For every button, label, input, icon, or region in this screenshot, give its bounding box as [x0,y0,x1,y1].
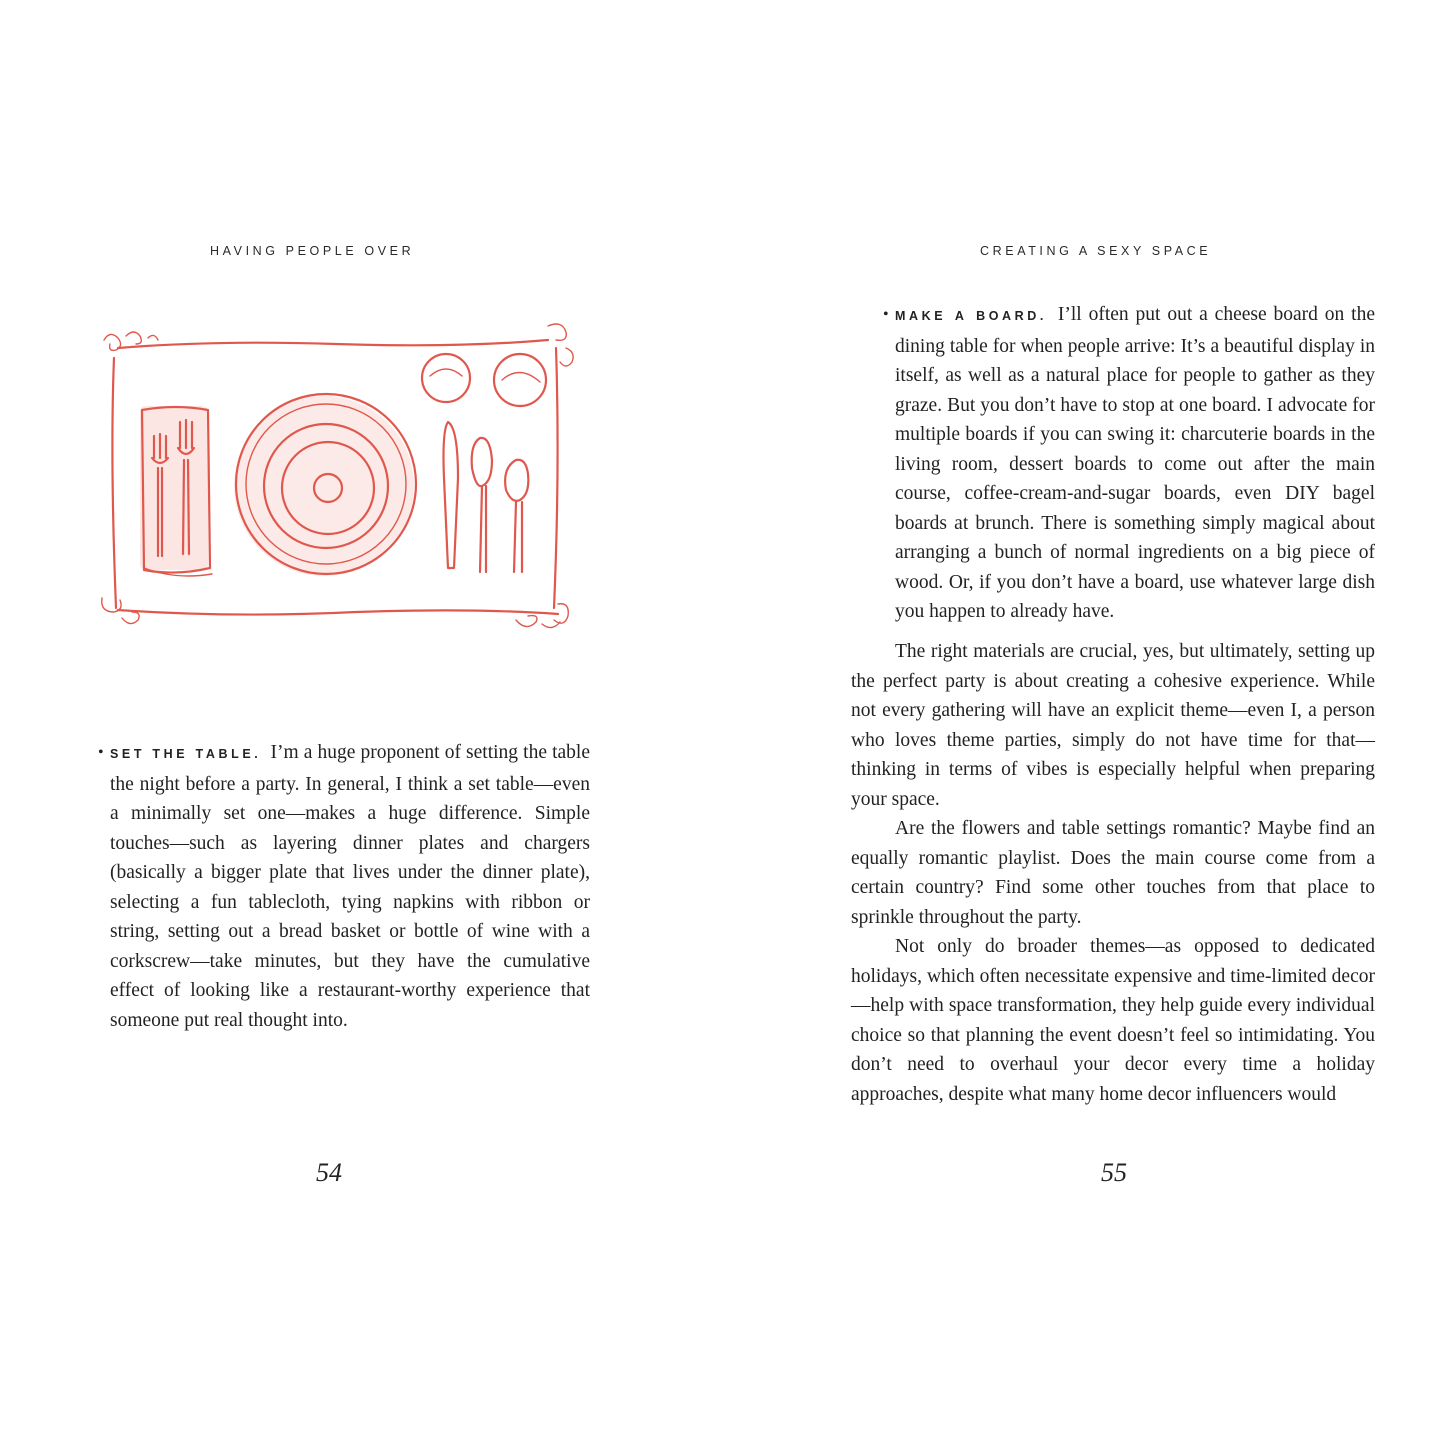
body-text-right [851,637,1375,1109]
bullet-dot: • [98,744,104,761]
running-head-left: HAVING PEOPLE OVER [210,244,415,258]
make-a-board-text: I’ll often put out a cheese board on the dining table for when people arrive: It’s a beautiful display in itself, as well as a natural place for people to gather as they graze. But you don’t have to stop at one board. I advocate for multiple boards if you can swing it: charcuterie boards in the living room, dessert boards to come out after the main course, coffee-cream-and-sugar boards, even DIY bagel boards at brunch. There is something simply magical about arranging a bunch of normal ingredients on a big piece of wood. Or, if you don’t have a board, use whatever large dish you happen to already have. [895,304,1376,622]
paragraph: Are the flowers and table settings romantic? Maybe find an equally romantic playlist. Does the main course come from a certain country? Find some other touches from that place to sprinkle throughout the party. [851,818,1375,928]
napkin-with-forks [140,406,212,576]
page-number-left: 54 [316,1158,342,1187]
table-setting-illustration [96,318,586,638]
set-the-table-text: I’m a huge proponent of setting the table the night before a party. In general, I think a set table—even a minimally set one—makes a huge difference. Simple touches—such as layering dinner plates and chargers (basically a bigger plate that lives under the dinner plate), selecting a fun tablecloth, tying napkins with ribbon or string, setting out a bread basket or bottle of wine with a corkscrew—take minutes, but they have the cumulative effect of looking like a restaurant-worthy experience that someone put real thought into. [110,742,590,1031]
glasses [422,354,546,406]
dinner-plates [234,394,416,576]
lead-in-make-a-board: MAKE A BOARD. [895,309,1047,323]
paragraph: The right materials are crucial, yes, but ultimately, setting up the perfect party is about creating a cohesive experience. While not every gathering will have an explicit theme—even I, a person who loves theme parties, simply do not have time for that—thinking in terms of vibes is especially helpful when preparing your space. [851,641,1375,810]
paragraph: Not only do broader themes—as opposed to dedicated holidays, which often necessitate expensive and time-limited decor—help with space transformation, they help guide every individual choice so that planning the event doesn’t feel so intimidating. You don’t need to overhaul your decor every time a holiday approaches, despite what many home decor influencers would [851,936,1375,1105]
knife-and-spoons [444,422,529,572]
running-head-right: CREATING A SEXY SPACE [980,244,1212,258]
lead-in-set-the-table: SET THE TABLE. [110,747,262,761]
set-the-table-item [98,738,590,1035]
bullet-dot: • [883,306,889,323]
page-number-right: 55 [1101,1158,1127,1187]
make-a-board-item [883,300,1376,627]
